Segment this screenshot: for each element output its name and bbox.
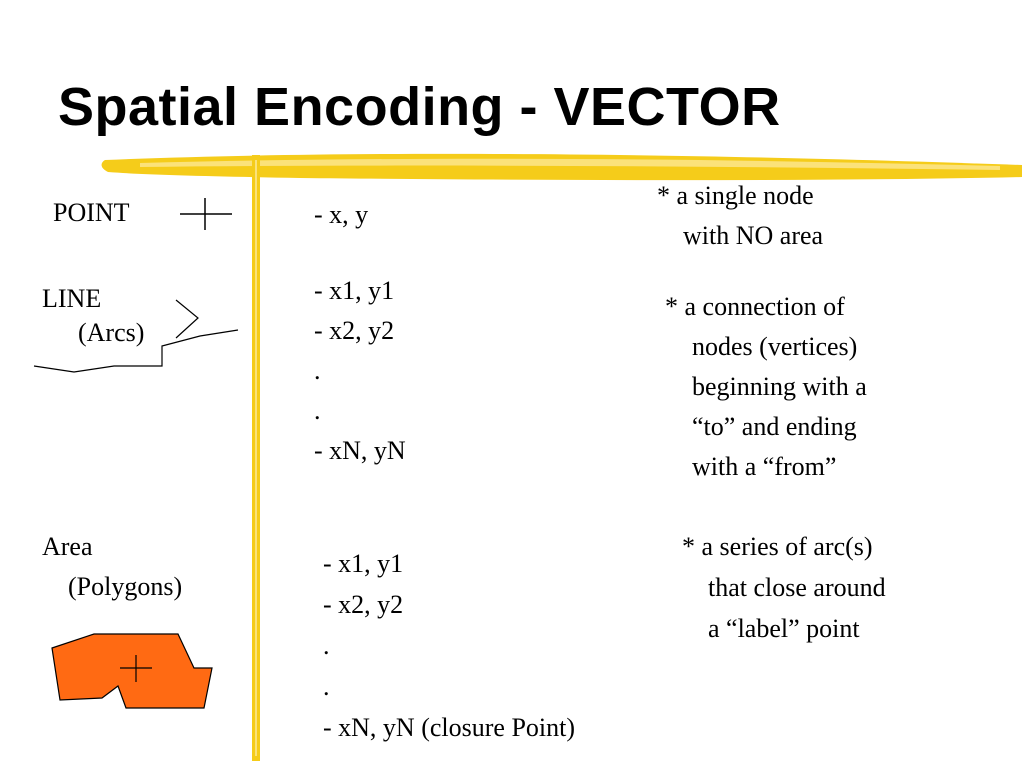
slide-title: Spatial Encoding - VECTOR (58, 77, 781, 137)
point-description (657, 176, 823, 256)
description-line: a “label” point (708, 614, 860, 643)
description-line: * a connection of (665, 292, 845, 321)
line-sublabel: (Arcs) (78, 318, 145, 347)
coord-line: - x1, y1 (314, 276, 395, 305)
coord-line: . (314, 396, 321, 425)
description-line: nodes (vertices) (692, 332, 858, 361)
polygon-symbol-icon (44, 628, 219, 713)
area-sublabel: (Polygons) (68, 572, 183, 601)
description-line: * a series of arc(s) (682, 532, 873, 561)
coord-line: - x2, y2 (323, 590, 404, 619)
point-label: POINT (53, 198, 130, 227)
coord-line: - xN, yN (closure Point) (323, 713, 576, 742)
line-coords (314, 271, 406, 471)
area-label: Area (42, 532, 93, 561)
coord-line: . (323, 631, 330, 660)
line-description (665, 287, 867, 487)
point-coords (314, 195, 368, 235)
coord-line: . (314, 356, 321, 385)
coord-line: . (323, 672, 330, 701)
description-line: * a single node (657, 181, 814, 210)
line-label: LINE (42, 284, 102, 313)
coord-line: - x2, y2 (314, 316, 395, 345)
area-coords (323, 544, 575, 749)
coord-line: - x, y (314, 200, 369, 229)
description-line: “to” and ending (692, 412, 857, 441)
description-line: with NO area (683, 221, 824, 250)
description-line: beginning with a (692, 372, 867, 401)
title-underline-stroke (102, 154, 1022, 180)
point-symbol-icon (178, 196, 234, 232)
area-description (682, 527, 886, 650)
description-line: that close around (708, 573, 886, 602)
line-arc-icon (30, 290, 245, 380)
coord-line: - xN, yN (314, 436, 406, 465)
description-line: with a “from” (692, 452, 837, 481)
coord-line: - x1, y1 (323, 549, 404, 578)
vertical-divider-stroke (252, 155, 260, 761)
